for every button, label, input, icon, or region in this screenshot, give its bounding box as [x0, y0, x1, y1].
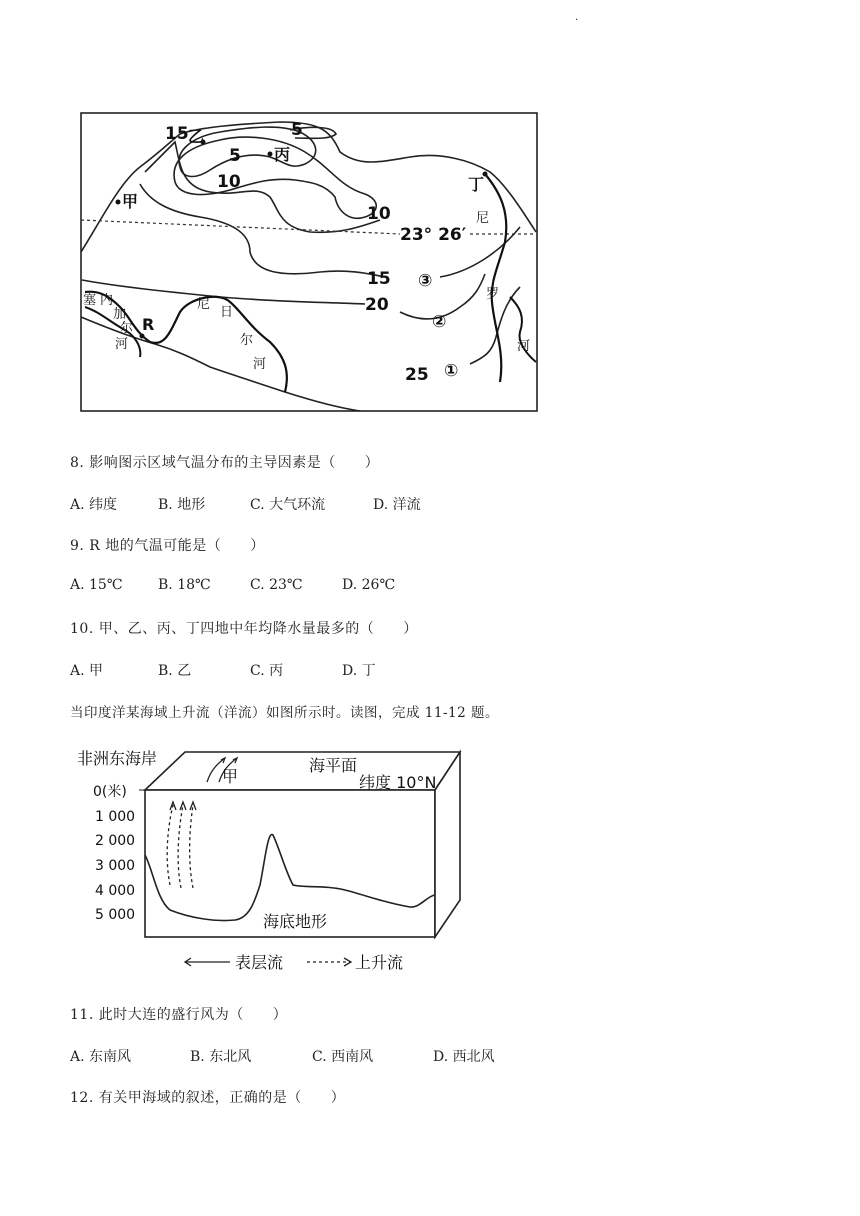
latitude-label: 纬度 10°N: [359, 773, 437, 792]
q10-option-d[interactable]: D. 丁: [342, 663, 376, 679]
place-ding: 丁: [468, 175, 485, 194]
q10-option-b[interactable]: B. 乙: [158, 663, 192, 679]
legend-surface-current: 表层流: [235, 953, 284, 972]
q10-option-c[interactable]: C. 丙: [250, 663, 284, 679]
q11-option-b[interactable]: B. 东北风: [190, 1049, 252, 1065]
senegal-label-3: 加: [113, 307, 127, 322]
jia-label: 甲: [222, 767, 239, 786]
contour-label-10a: 10: [217, 172, 241, 192]
depth-1000: 1 000: [95, 809, 136, 825]
senegal-label-2: 内: [100, 293, 114, 308]
nile-label-1: 尼: [476, 211, 490, 226]
place-yi: 乙: [188, 127, 205, 146]
niger-label-1: 尼: [197, 297, 211, 312]
senegal-label-4: 尔: [120, 321, 134, 336]
niger-label-4: 河: [253, 357, 267, 372]
isotherm-map: [80, 112, 540, 412]
q8-option-c[interactable]: C. 大气环流: [250, 497, 326, 513]
q9-option-d[interactable]: D. 26℃: [342, 577, 396, 593]
q10-option-a[interactable]: A. 甲: [70, 663, 104, 679]
q9-option-c[interactable]: C. 23℃: [250, 577, 303, 593]
contour-label-15a: 15: [165, 124, 189, 144]
niger-label-3: 尔: [240, 333, 254, 348]
question-10-stem: 10. 甲、乙、丙、丁四地中年均降水量最多的（ ）: [70, 621, 418, 637]
depth-4000: 4 000: [95, 883, 136, 899]
senegal-label-1: 塞: [83, 293, 97, 308]
senegal-label-5: 河: [115, 337, 129, 352]
circled-2: ②: [432, 312, 447, 332]
header-mark: .: [575, 12, 579, 23]
q11-option-c[interactable]: C. 西南风: [312, 1049, 374, 1065]
intro-text: 当印度洋某海域上升流（洋流）如图所示时。读图，完成 11-12 题。: [70, 705, 499, 721]
coast-label: 非洲东海岸: [77, 749, 158, 768]
depth-2000: 2 000: [95, 833, 136, 849]
upwelling-diagram: [75, 740, 475, 980]
question-11-stem: 11. 此时大连的盛行风为（ ）: [70, 1007, 288, 1023]
depth-0: 0(米): [93, 784, 127, 800]
place-r: R: [142, 315, 155, 334]
contour-label-15b: 15: [367, 269, 391, 289]
q9-option-b[interactable]: B. 18℃: [158, 577, 211, 593]
q8-option-d[interactable]: D. 洋流: [373, 497, 421, 513]
niger-label-2: 日: [220, 305, 234, 320]
question-8-stem: 8. 影响图示区域气温分布的主导因素是（ ）: [70, 455, 380, 471]
contour-label-20: 20: [365, 295, 389, 315]
nile-label-2: 罗: [486, 287, 500, 302]
circled-3: ③: [418, 271, 433, 291]
place-jia: 甲: [122, 192, 139, 211]
question-12-stem: 12. 有关甲海域的叙述，正确的是（ ）: [70, 1090, 346, 1106]
q11-option-a[interactable]: A. 东南风: [70, 1049, 132, 1065]
depth-5000: 5 000: [95, 907, 136, 923]
q9-option-a[interactable]: A. 15℃: [70, 577, 123, 593]
contour-label-10b: 10: [367, 204, 391, 224]
q11-option-d[interactable]: D. 西北风: [433, 1049, 495, 1065]
contour-label-5b: 5: [229, 146, 241, 166]
depth-3000: 3 000: [95, 858, 136, 874]
circled-1: ①: [444, 361, 459, 381]
sea-level-label: 海平面: [309, 756, 358, 775]
place-bing: 丙: [274, 145, 291, 164]
q8-option-a[interactable]: A. 纬度: [70, 497, 118, 513]
nile-label-3: 河: [517, 339, 531, 354]
contour-label-5a: 5: [291, 120, 303, 140]
contour-label-25: 25: [405, 365, 429, 385]
q8-option-b[interactable]: B. 地形: [158, 497, 206, 513]
seabed-label: 海底地形: [263, 912, 328, 931]
tropic-latitude-label: 23° 26′: [400, 225, 467, 245]
legend-upwelling: 上升流: [355, 953, 404, 972]
question-9-stem: 9. R 地的气温可能是（ ）: [70, 538, 265, 554]
